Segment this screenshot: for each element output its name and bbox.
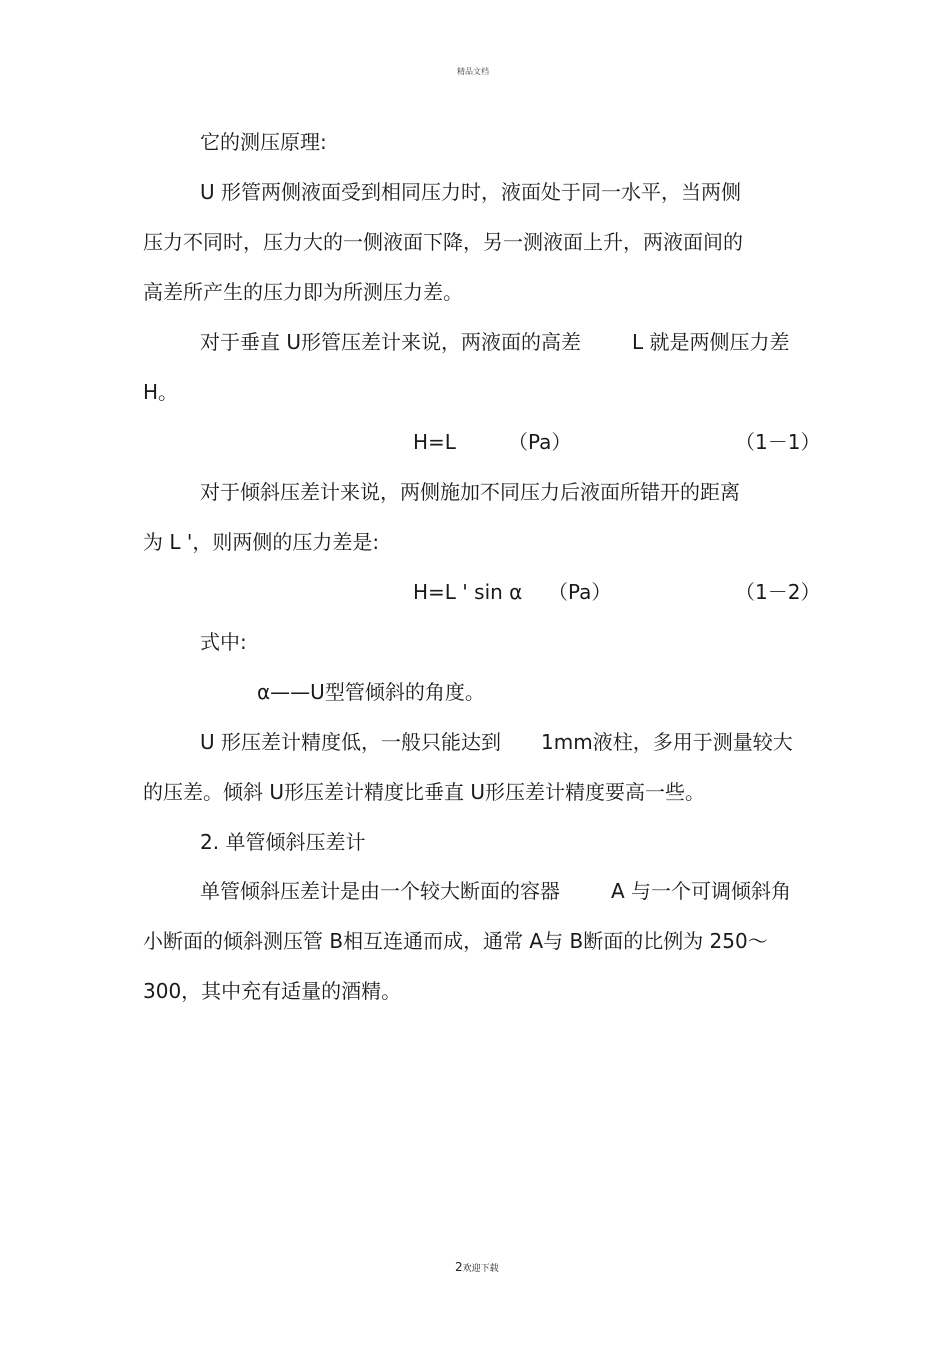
paragraph-line: 它的测压原理: (200, 130, 327, 154)
paragraph-line: α——U型管倾斜的角度。 (257, 680, 485, 704)
equation-number: （1－2） (735, 580, 821, 604)
paragraph-line: 高差所产生的压力即为所测压力差。 (143, 280, 463, 304)
paragraph-line: 对于垂直 U形管压差计来说，两液面的高差 (200, 330, 581, 354)
paragraph-line: L 就是两侧压力差 (632, 330, 790, 354)
equation-unit: （Pa） (508, 430, 572, 454)
page-header: 精品文档 (457, 67, 489, 76)
paragraph-line: 为 L '，则两侧的压力差是: (143, 530, 380, 554)
section-heading: 2. 单管倾斜压差计 (200, 830, 366, 854)
paragraph-line: U 形压差计精度低，一般只能达到 (200, 730, 501, 754)
footer-text: 欢迎下载 (462, 1264, 499, 1274)
equation-formula: H=L ' sin α (413, 580, 523, 604)
paragraph-line: 的压差。倾斜 U形压差计精度比垂直 U形压差计精度要高一些。 (143, 780, 705, 804)
paragraph-line: 式中: (200, 630, 247, 654)
paragraph-line: 小断面的倾斜测压管 B相互连通而成，通常 A与 B断面的比例为 250～ (143, 929, 768, 953)
paragraph-line: H。 (143, 380, 179, 404)
page-footer (455, 1260, 499, 1274)
paragraph-line: A 与一个可调倾斜角 (611, 879, 792, 903)
paragraph-line: 300，其中充有适量的酒精。 (143, 979, 402, 1003)
paragraph-line: 1mm液柱，多用于测量较大 (541, 730, 793, 754)
equation-unit: （Pa） (548, 580, 612, 604)
equation-number: （1－1） (735, 430, 821, 454)
paragraph-line: U 形管两侧液面受到相同压力时，液面处于同一水平，当两侧 (200, 180, 741, 204)
paragraph-line: 对于倾斜压差计来说，两侧施加不同压力后液面所错开的距离 (200, 480, 740, 504)
equation-formula: H=L (413, 430, 456, 454)
page-number: 2 (455, 1260, 463, 1274)
paragraph-line: 压力不同时，压力大的一侧液面下降，另一测液面上升，两液面间的 (143, 230, 743, 254)
paragraph-line: 单管倾斜压差计是由一个较大断面的容器 (200, 879, 560, 903)
